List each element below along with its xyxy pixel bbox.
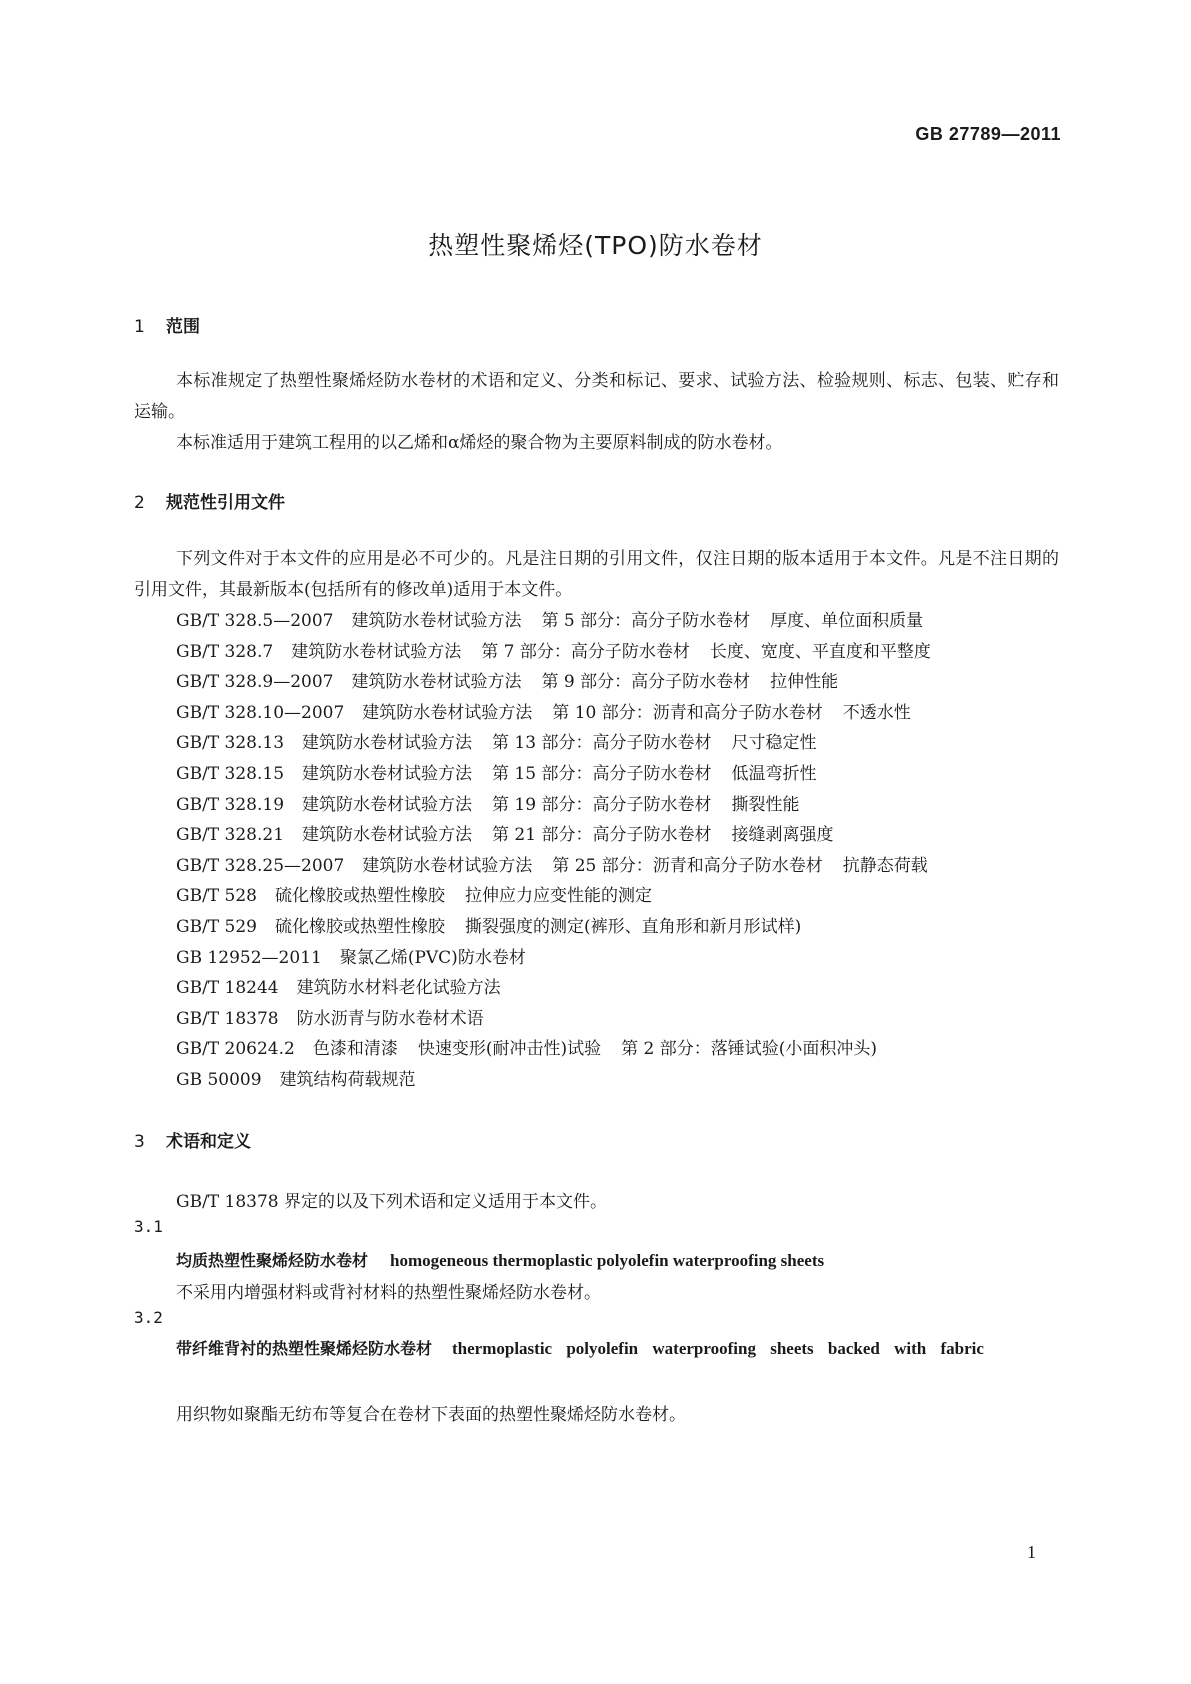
- reference-item: [176, 759, 816, 784]
- reference-item: [176, 881, 652, 906]
- section-number: 1: [134, 317, 145, 337]
- reference-title: 色漆和清漆: [312, 1039, 398, 1060]
- section-title: 范围: [166, 317, 200, 337]
- reference-subject: 第 2 部分：落锤试验(小面积冲头): [621, 1039, 877, 1060]
- reference-title: 建筑结构荷载规范: [279, 1070, 416, 1090]
- section-1-paragraph-2: 本标准适用于建筑工程用的以乙烯和α烯烃的聚合物为主要原料制成的防水卷材。: [176, 433, 783, 453]
- term-english: thermoplastic polyolefin waterproofing sheets backed with fabric: [452, 1339, 984, 1358]
- reference-code: GB/T 20624.2: [176, 1039, 295, 1060]
- reference-title: 建筑防水卷材试验方法: [362, 855, 533, 876]
- term-entry: [134, 1333, 1059, 1364]
- reference-part: 第 25 部分：沥青和高分子防水卷材: [552, 855, 823, 876]
- reference-item: [176, 1004, 484, 1029]
- section-2-intro: 下列文件对于本文件的应用是必不可少的。凡是注日期的引用文件，仅注日期的版本适用于本文件。凡是不注日期的引用文件，其最新版本(包括所有的修改单)适用于本文件。: [134, 549, 1059, 600]
- reference-title: 建筑防水卷材试验方法: [362, 702, 533, 723]
- reference-code: GB/T 328.10—2007: [176, 702, 345, 723]
- term-entry: [176, 1248, 824, 1271]
- section-title: 规范性引用文件: [166, 493, 285, 513]
- reference-item: [176, 606, 923, 631]
- section-3-heading: [134, 1127, 251, 1152]
- section-2-heading: [134, 488, 285, 513]
- reference-title: 硫化橡胶或热塑性橡胶: [275, 886, 445, 907]
- section-number: 2: [134, 493, 145, 513]
- document-title: 热塑性聚烯烃(TPO)防水卷材: [428, 231, 763, 260]
- reference-title: 硫化橡胶或热塑性橡胶: [275, 917, 445, 937]
- reference-item: [176, 790, 799, 815]
- reference-item: [176, 973, 501, 998]
- clause-number: 3.1: [134, 1217, 163, 1236]
- reference-code: GB/T 328.15: [176, 764, 285, 784]
- reference-subject: 不透水性: [842, 702, 911, 723]
- section-number: 3: [134, 1132, 145, 1152]
- reference-part: 快速变形(耐冲击性)试验: [417, 1039, 602, 1060]
- reference-item: [176, 728, 816, 753]
- reference-part: 第 9 部分：高分子防水卷材: [541, 672, 751, 693]
- reference-item: [176, 820, 833, 845]
- reference-title: 聚氯乙烯(PVC)防水卷材: [339, 947, 526, 968]
- reference-code: GB/T 18378: [176, 1008, 279, 1029]
- reference-subject: 长度、宽度、平直度和平整度: [709, 641, 931, 662]
- term-english: homogeneous thermoplastic polyolefin waterproofing sheets: [390, 1251, 825, 1270]
- reference-subject: 撕裂强度的测定(裤形、直角形和新月形试样): [465, 917, 802, 937]
- reference-title: 建筑防水卷材试验方法: [302, 733, 473, 754]
- reference-code: GB/T 529: [176, 917, 257, 937]
- reference-subject: 尺寸稳定性: [731, 733, 817, 754]
- term-chinese: 带纤维背衬的热塑性聚烯烃防水卷材: [176, 1339, 433, 1358]
- reference-title: 建筑防水卷材试验方法: [302, 825, 473, 846]
- reference-part: 第 5 部分：高分子防水卷材: [541, 611, 751, 631]
- reference-code: GB/T 328.9—2007: [176, 672, 334, 693]
- reference-part: 第 13 部分：高分子防水卷材: [492, 733, 712, 754]
- reference-code: GB/T 328.25—2007: [176, 855, 345, 876]
- reference-item: [176, 1065, 416, 1090]
- reference-title: 建筑防水卷材试验方法: [302, 764, 473, 784]
- reference-part: 第 19 部分：高分子防水卷材: [492, 794, 712, 815]
- reference-item: [176, 912, 801, 937]
- term-chinese: 均质热塑性聚烯烃防水卷材: [176, 1251, 369, 1270]
- reference-code: GB/T 328.13: [176, 733, 285, 754]
- reference-title: 建筑防水卷材试验方法: [302, 794, 473, 815]
- reference-subject: 撕裂性能: [731, 794, 800, 815]
- reference-item: [176, 698, 911, 723]
- clause-number: 3.2: [134, 1308, 163, 1327]
- section-title: 术语和定义: [166, 1132, 251, 1152]
- reference-subject: 接缝剥离强度: [731, 825, 834, 846]
- term-definition: 不采用内增强材料或背衬材料的热塑性聚烯烃防水卷材。: [176, 1283, 601, 1303]
- reference-code: GB 50009: [176, 1070, 262, 1090]
- reference-subject: 拉伸性能: [770, 672, 839, 693]
- reference-title: 建筑防水卷材试验方法: [351, 611, 522, 631]
- standard-code: GB 27789—2011: [915, 124, 1061, 144]
- reference-code: GB/T 528: [176, 886, 257, 907]
- section-1-heading: [134, 312, 200, 337]
- reference-item: [176, 637, 931, 662]
- reference-code: GB 12952—2011: [176, 947, 322, 968]
- reference-part: 第 7 部分：高分子防水卷材: [481, 641, 690, 662]
- reference-code: GB/T 18244: [176, 978, 279, 999]
- reference-title: 防水沥青与防水卷材术语: [296, 1008, 484, 1029]
- term-definition: 用织物如聚酯无纺布等复合在卷材下表面的热塑性聚烯烃防水卷材。: [176, 1405, 686, 1425]
- reference-subject: 拉伸应力应变性能的测定: [465, 886, 652, 907]
- reference-item: [176, 1034, 877, 1059]
- reference-part: 第 10 部分：沥青和高分子防水卷材: [552, 702, 823, 723]
- section-1-paragraph-1: 本标准规定了热塑性聚烯烃防水卷材的术语和定义、分类和标记、要求、试验方法、检验规则、标志、包装、贮存和运输。: [134, 371, 1059, 422]
- reference-subject: 厚度、单位面积质量: [770, 611, 924, 631]
- reference-subject: 抗静态荷载: [842, 855, 928, 876]
- reference-title: 建筑防水卷材试验方法: [291, 641, 462, 662]
- reference-item: [176, 851, 928, 876]
- reference-code: GB/T 328.7: [176, 641, 274, 662]
- reference-code: GB/T 328.21: [176, 825, 285, 846]
- reference-code: GB/T 328.19: [176, 794, 285, 815]
- page-number: 1: [1027, 1542, 1036, 1562]
- section-3-intro: GB/T 18378 界定的以及下列术语和定义适用于本文件。: [176, 1192, 608, 1212]
- reference-part: 第 21 部分：高分子防水卷材: [492, 825, 712, 846]
- reference-subject: 低温弯折性: [731, 764, 817, 784]
- reference-item: [176, 667, 838, 692]
- reference-title: 建筑防水材料老化试验方法: [296, 978, 501, 999]
- reference-code: GB/T 328.5—2007: [176, 611, 334, 631]
- reference-part: 第 15 部分：高分子防水卷材: [492, 764, 712, 784]
- reference-item: [176, 943, 526, 968]
- reference-title: 建筑防水卷材试验方法: [351, 672, 522, 693]
